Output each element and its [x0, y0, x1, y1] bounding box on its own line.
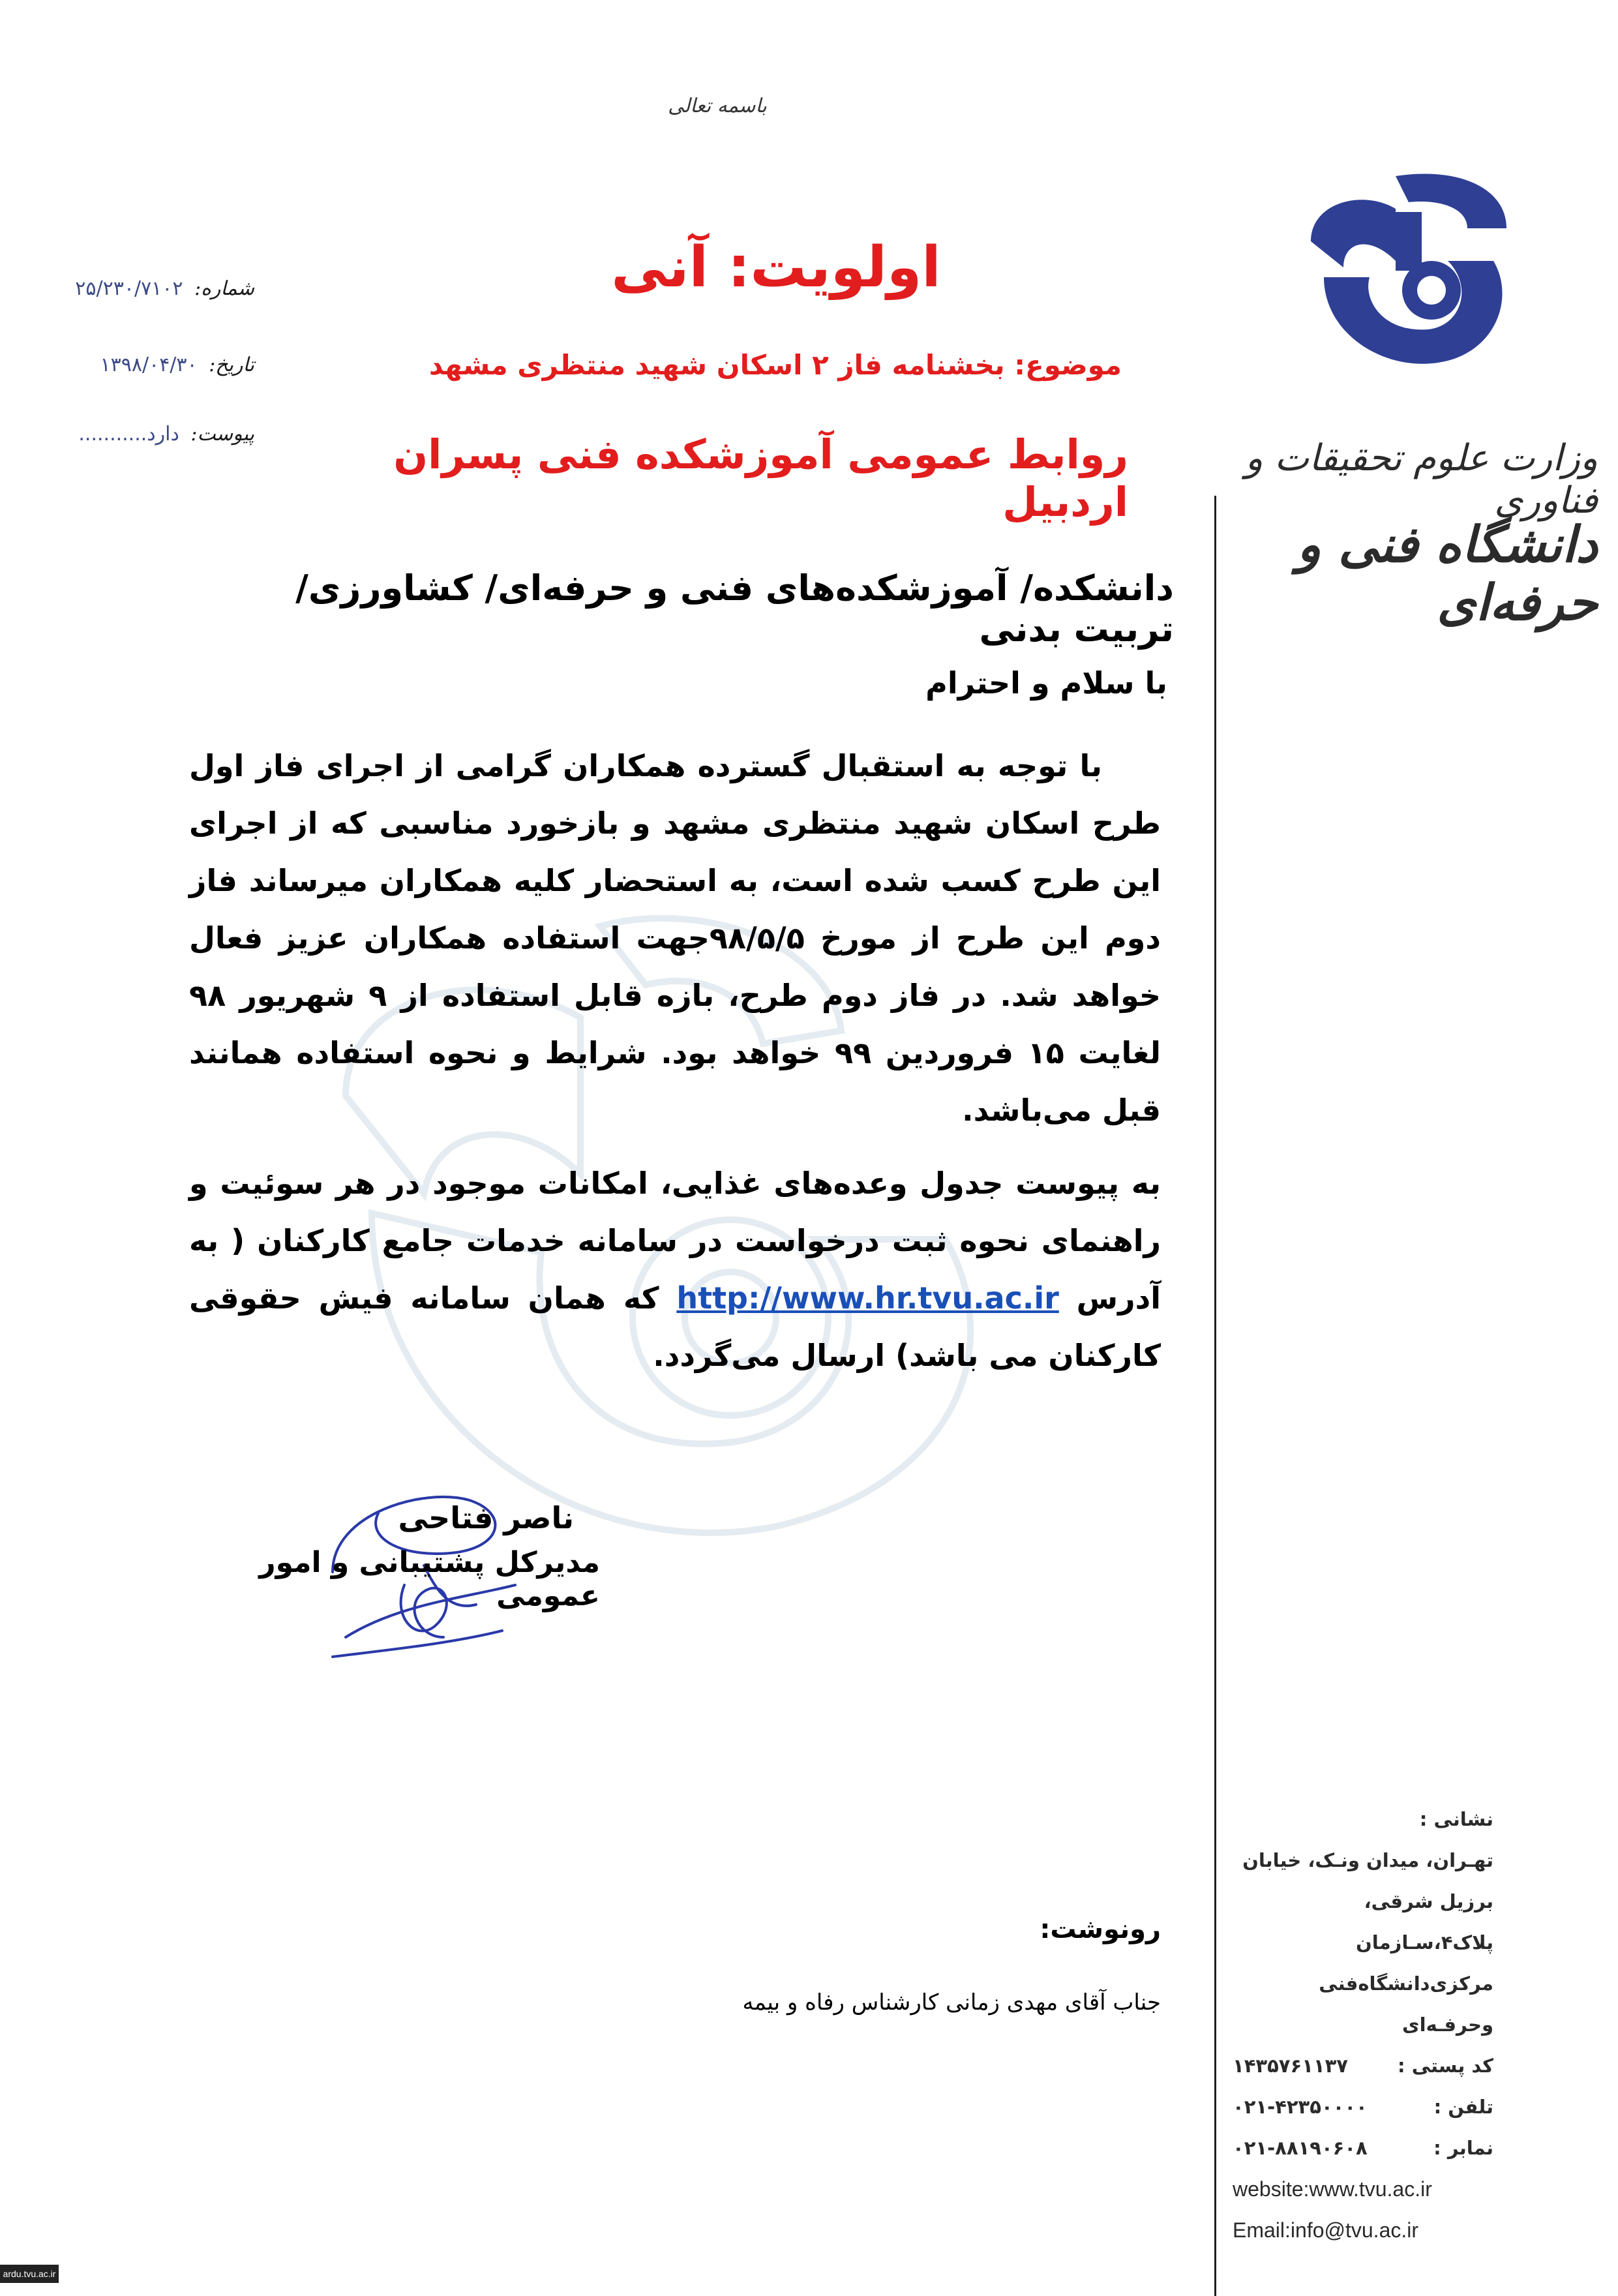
letter-date — [46, 354, 254, 376]
fax-number: ۰۲۱-۸۸۱۹۰۶۰۸ — [1233, 2137, 1368, 2159]
fax-label: نمابر : — [1433, 2137, 1493, 2159]
paragraph-2-text-end: که همان سامانه فیش حقوقی کارکنان می باشد) ارسال می‌گردد. — [189, 1280, 1161, 1373]
postal-code: ۱۴۳۵۷۶۱۱۳۷ — [1233, 2055, 1349, 2077]
body-paragraph-1: با توجه به استقبال گسترده همکاران گرامی از اجرای فاز اول طرح اسکان شهید منتظری مشهد و بازخورد مناسبی که از اجرای این طرح کسب شده است، به استحضار کلیه همکاران میرساند فاز دوم این طرح از مورخ ۹۸/۵/۵جهت استفاده همکاران عزیز فعال خواهد شد. در فاز دوم طرح، بازه قابل استفاده از ۹ شهریور ۹۸ لغایت ۱۵ فروردین ۹۹ خواهد بود. شرایط و نحوه استفاده همانند قبل می‌باشد. — [189, 748, 1161, 1128]
tvu-logo-icon — [1298, 163, 1520, 385]
department-title: روابط عمومی آموزشکده فنی پسران اردبیل — [393, 430, 1128, 526]
email-text: Email:info@tvu.ac.ir — [1233, 2218, 1419, 2242]
address-block — [1233, 1799, 1493, 2251]
letter-date-label: تاریخ: — [209, 354, 254, 376]
fax-row — [1233, 2128, 1493, 2169]
signatory-name: ناصر فتاحی — [398, 1500, 574, 1535]
phone-row — [1233, 2087, 1493, 2128]
letter-date-value: ۱۳۹۸/۰۴/۳۰ — [100, 354, 198, 376]
margin-divider — [1214, 496, 1216, 2296]
address-line-3: مرکزی‌دانشگاه‌فنی وحرفـه‌ای — [1319, 1972, 1493, 2036]
hr-portal-link[interactable]: http://www.hr.tvu.ac.ir — [676, 1280, 1059, 1316]
recipients-line: دانشکده/ آموزشکده‌های فنی و حرفه‌ای/ کشاورزی/ تربیت بدنی — [295, 567, 1174, 650]
university-name: دانشگاه فنی و حرفه‌ای — [1296, 515, 1598, 631]
cc-recipient: جناب آقای مهدی زمانی کارشناس رفاه و بیمه — [742, 1989, 1161, 2016]
website-text: website:www.tvu.ac.ir — [1233, 2177, 1432, 2201]
letter-number-value: ۲۵/۲۳۰/۷۱۰۲ — [75, 277, 183, 300]
address-line-2: برزیل شرقی، پلاک۴،سـازمان — [1356, 1890, 1493, 1954]
body-paragraph-2 — [189, 1155, 1161, 1384]
cc-label: رونوشت: — [1040, 1914, 1161, 1944]
subject-label: موضوع: — [1014, 349, 1122, 381]
letter-number-label: شماره: — [194, 277, 254, 300]
subject-line — [313, 349, 1122, 381]
corner-site-tag: ardu.tvu.ac.ir — [0, 2265, 59, 2283]
signatory-title: مدیرکل پشتیبانی و امور عمومی — [259, 1546, 600, 1612]
address-label: نشانی : — [1419, 1808, 1493, 1830]
greeting: با سلام و احترام — [925, 665, 1167, 701]
priority-title: اولویت: آنی — [611, 235, 941, 300]
phone-label: تلفن : — [1433, 2096, 1493, 2118]
basmeh-heading: باسمه تعالی — [668, 95, 767, 117]
letter-attachment-label: پیوست: — [190, 423, 254, 446]
postal-label: کد پستی : — [1398, 2055, 1493, 2077]
address-line-1: تهـران، میدان ونـک، خیابان — [1242, 1849, 1493, 1871]
letter-attachment — [46, 423, 254, 446]
letter-number — [46, 277, 254, 300]
letter-attachment-value: دارد........... — [78, 423, 179, 446]
subject-text: بخشنامه فاز ۲ اسکان شهید منتظری مشهد — [428, 349, 1005, 381]
paragraph-2-text-start: به پیوست جدول وعده‌های غذایی، امکانات موجود در هر سوئیت و راهنمای نحوه ثبت درخواست در سامانه خدمات جامع کارکنان ( به آدرس — [189, 1166, 1161, 1316]
postal-row — [1233, 2046, 1493, 2087]
phone-number: ۰۲۱-۴۲۳۵۰۰۰۰ — [1233, 2096, 1368, 2118]
ministry-name: وزارت علوم تحقیقات و فناوری — [1245, 437, 1598, 522]
